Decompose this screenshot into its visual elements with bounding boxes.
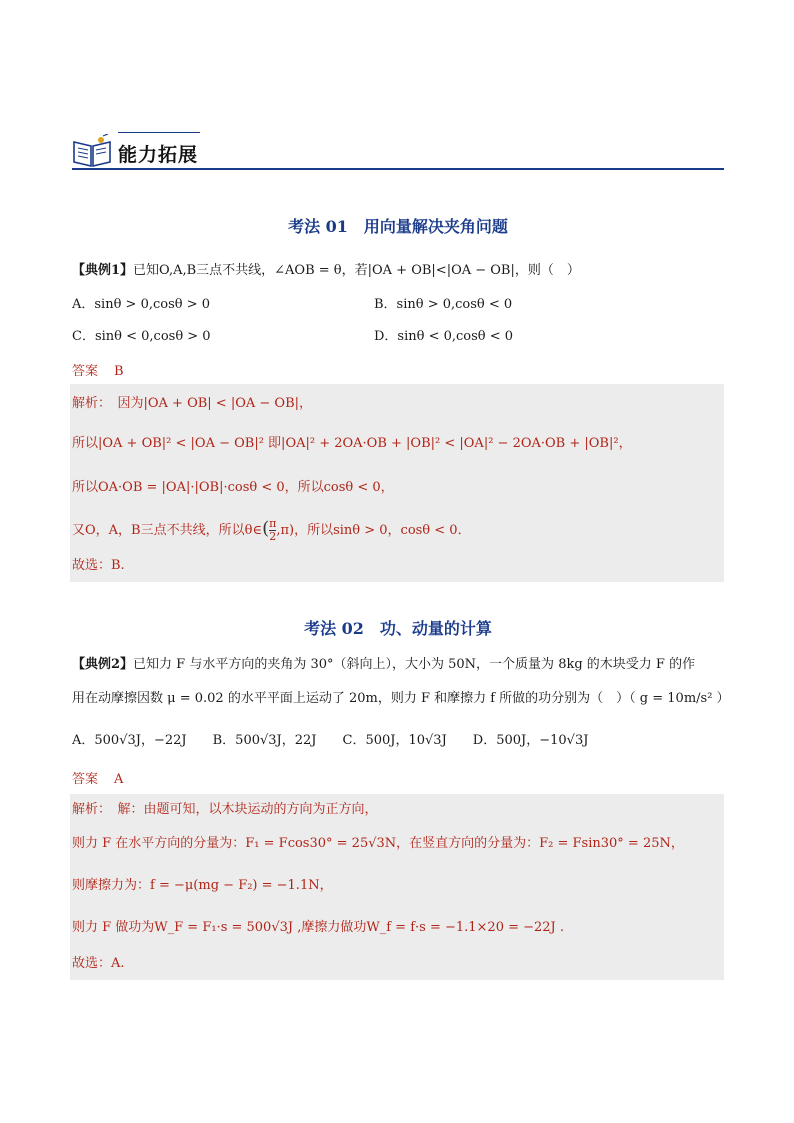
example-2-options: A．500√3J，−22J B．500√3J，22J C．500J，10√3J D．500J，−10√3J (72, 733, 589, 748)
solution-2-line-4: 则力 F 做功为W_F = F₁·s = 500√3J ,摩擦力做功W_f = f·s = −1.1×20 = −22J . (72, 920, 565, 935)
option-d: D．sinθ < 0,cosθ < 0 (374, 329, 514, 344)
solution-1-line-4-pre: 又O，A，B三点不共线，所以θ∈ (72, 523, 263, 538)
example-2-text-1: 已知力 F 与水平方向的夹角为 30°（斜向上），大小为 50N，一个质量为 8kg 的木块受力 F 的作 (133, 657, 696, 672)
example-2-question-line-1 (72, 656, 695, 674)
option-c: C．sinθ < 0,cosθ > 0 (72, 329, 211, 344)
title-bar (118, 132, 200, 133)
page-title: 能力拓展 (118, 144, 199, 166)
fraction-numerator: π (269, 517, 277, 530)
section-1-title: 考法 01 用向量解决夹角问题 (288, 217, 508, 236)
solution-1-box (70, 384, 724, 582)
page-header (72, 128, 724, 172)
answer-2-value: A (114, 772, 124, 787)
answer-2-label: 答案 (72, 772, 99, 787)
solution-1-line-3: 所以OA·OB = |OA|·|OB|·cosθ < 0，所以cosθ < 0， (72, 480, 394, 495)
example-2-tag: 【典例2】 (72, 657, 134, 672)
book-icon (72, 134, 112, 168)
answer-1-value: B (114, 364, 124, 379)
example-1-tag: 【典例1】 (72, 263, 134, 278)
solution-2-line-5: 故选：A. (72, 956, 125, 971)
option-a: A．sinθ > 0,cosθ > 0 (72, 297, 211, 312)
fraction-denominator: 2 (269, 530, 277, 543)
section-2-title: 考法 02 功、动量的计算 (304, 619, 492, 638)
solution-1-line-1: 解析： 因为|OA + OB| < |OA − OB|， (72, 396, 313, 411)
example-2-question-line-2: 用在动摩擦因数 μ = 0.02 的水平平面上运动了 20m，则力 F 和摩擦力 f 所做的功分别为（ ）（ g = 10m/s² ） (72, 691, 730, 706)
answer-2 (72, 768, 123, 787)
solution-1-line-4-post: ,π)，所以sinθ > 0，cosθ < 0． (276, 523, 471, 538)
solution-1-line-2: 所以|OA + OB|² < |OA − OB|² 即|OA|² + 2OA·OB + |OB|² < |OA|² − 2OA·OB + |OB|²， (72, 436, 632, 451)
answer-1-label: 答案 (72, 364, 99, 379)
header-rule (72, 168, 724, 170)
solution-1-line-4: 又O，A，B三点不共线，所以θ∈( $\frac{\pi}{2}$ ,π)，所以sinθ > 0，cosθ < 0． (72, 517, 471, 543)
solution-2-line-2: 则力 F 在水平方向的分量为：F₁ = Fcos30° = 25√3N，在竖直方向的分量为：F₂ = Fsin30° = 25N， (72, 836, 684, 851)
solution-2-line-3: 则摩擦力为：f = −μ(mg − F₂) = −1.1N， (72, 878, 333, 893)
example-1-text: 已知O,A,B三点不共线，∠AOB = θ，若|OA + OB|<|OA − OB|，则（ ） (133, 263, 580, 278)
option-b: B．sinθ > 0,cosθ < 0 (374, 297, 513, 312)
solution-1-line-5: 故选：B. (72, 558, 125, 573)
answer-1 (72, 360, 124, 379)
example-1-question (72, 262, 580, 280)
solution-2-box (70, 794, 724, 980)
solution-2-line-1: 解析： 解：由题可知，以木块运动的方向为正方向， (72, 802, 378, 817)
